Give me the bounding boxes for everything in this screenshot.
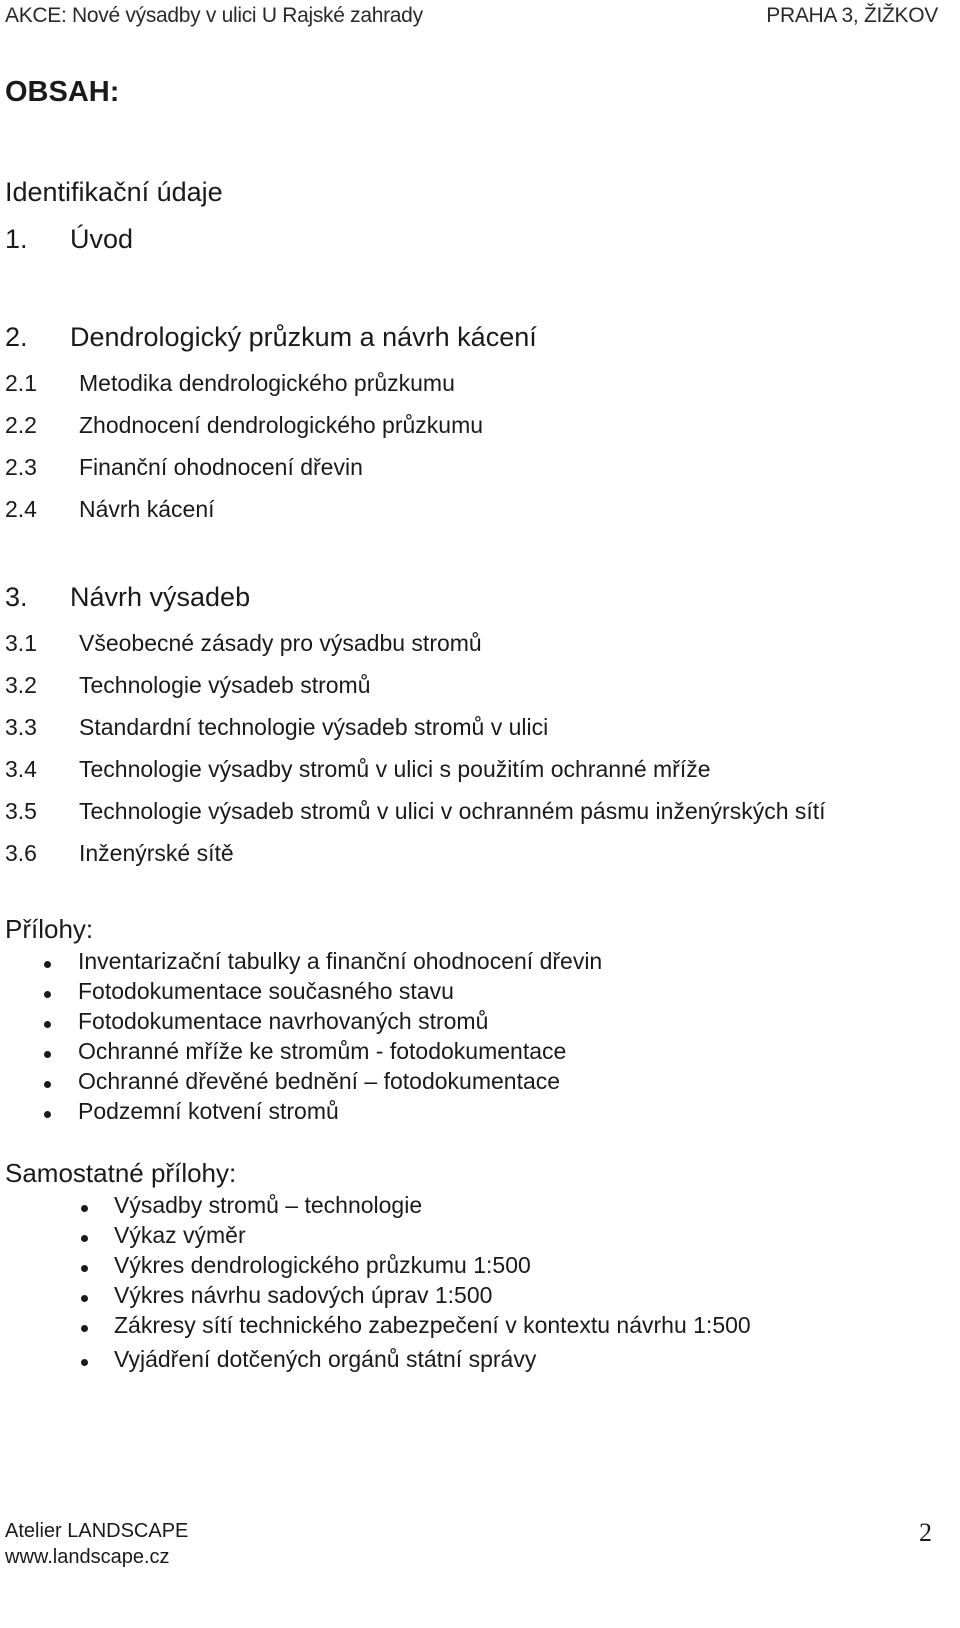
header-project-title: AKCE: Nové výsadby v ulici U Rajské zahrady [5,4,423,27]
toc-chapter-label: Úvod [70,224,134,254]
toc-subchapter-label: Zhodnocení dendrologického průzkumu [79,412,484,438]
toc-subchapter-number: 3.5 [5,798,37,824]
toc-subchapter-number: 2.3 [5,454,37,480]
toc-subchapter-label: Návrh kácení [79,496,215,522]
attachments-title: Přílohy: [5,914,94,944]
toc-subchapter-label: Technologie výsadeb stromů v ulici v ochranném pásmu inženýrských sítí [79,798,826,824]
toc-subchapter-label: Metodika dendrologického průzkumu [79,370,455,396]
toc-chapter-number: 2. [5,322,28,352]
page-header [5,2,938,32]
toc-subchapter-number: 3.2 [5,672,37,698]
bullet-icon [81,1235,88,1242]
toc-subchapter-number: 2.2 [5,412,37,438]
toc-subchapter-label: Technologie výsadeb stromů [79,672,371,698]
bullet-icon [81,1359,88,1366]
toc-chapter-label: Návrh výsadeb [70,582,251,612]
footer-company: Atelier LANDSCAPE [5,1520,189,1542]
toc-subchapter-label: Technologie výsadby stromů v ulici s použitím ochranné mříže [79,756,711,782]
toc-title: OBSAH: [5,76,120,108]
toc-chapter-label: Dendrologický průzkum a návrh kácení [70,322,537,352]
toc-subchapter-label: Inženýrské sítě [79,840,234,866]
toc-chapter-number: 1. [5,224,28,254]
toc-subchapter-number: 2.4 [5,496,37,522]
bullet-icon [81,1205,88,1212]
toc-subchapter-label: Finanční ohodnocení dřevin [79,454,363,480]
bullet-icon [44,1051,51,1058]
toc-subchapter-label: Všeobecné zásady pro výsadbu stromů [79,630,482,656]
separate-attachments-title: Samostatné přílohy: [5,1158,237,1188]
toc-identification: Identifikační údaje [5,177,223,207]
bullet-icon [44,961,51,968]
bullet-icon [81,1325,88,1332]
header-location: PRAHA 3, ŽIŽKOV [766,4,938,27]
bullet-icon [44,1021,51,1028]
toc-subchapter-label: Standardní technologie výsadeb stromů v ulici [79,714,549,740]
toc-subchapter-number: 3.4 [5,756,37,782]
toc-subchapter-number: 3.1 [5,630,37,656]
bullet-icon [81,1265,88,1272]
toc-chapter-number: 3. [5,582,28,612]
bullet-icon [44,1081,51,1088]
bullet-icon [44,991,51,998]
document-page: AKCE: Nové výsadby v ulici U Rajské zahrady PRAHA 3, ŽIŽKOV OBSAH: Identifikační údaje 1. Úvod 2. Dendrologický průzkum a návrh kácení 2.1 Metodika dendrologického průzkumu 2.2 Zhodnocení dendrologického průzkumu 2.3 Finanční ohodnocení dřevin 2.4 Návrh kácení 3. Návrh výsadeb 3.1 Všeobecné zásady pro výsadbu stromů 3.2 Technologie výsadeb stromů 3.3 Standardní technologie výsadeb stromů v ulici 3.4 Technologie výsadby stromů v ulici s použitím ochranné mříže 3.5 Technologie výsadeb stromů v ulici v ochranném pásmu inženýrských sítí 3.6 Inženýrské sítě Přílohy: Inventarizační tabulky a finanční ohodnocení dřevin Fotodokumentace současného stavu Fotodokumentace navrhovaných stromů Ochranné mříže ke stromům - fotodokumentace Ochranné dřevěné bednění – fotodokumentace Podzemní kotvení stromů Samostatné přílohy: Výsadby stromů – technologie Výkaz výměr Výkres dendrologického průzkumu 1:500 Výkres návrhu sadových úprav 1:500 Zákresy sítí technického zabezpečení v kontextu návrhu 1:500 Vyjádření dotčených orgánů státní správy Atelier LANDSCAPE www.landscape.cz 2 [5,4,938,1568]
toc-subchapter-number: 3.3 [5,714,37,740]
toc-subchapter-number: 2.1 [5,370,37,396]
page-number: 2 [919,1518,932,1547]
bullet-icon [81,1295,88,1302]
toc-subchapter-number: 3.6 [5,840,37,866]
page-footer [5,1518,188,1570]
footer-website: www.landscape.cz [5,1546,170,1568]
bullet-icon [44,1111,51,1118]
